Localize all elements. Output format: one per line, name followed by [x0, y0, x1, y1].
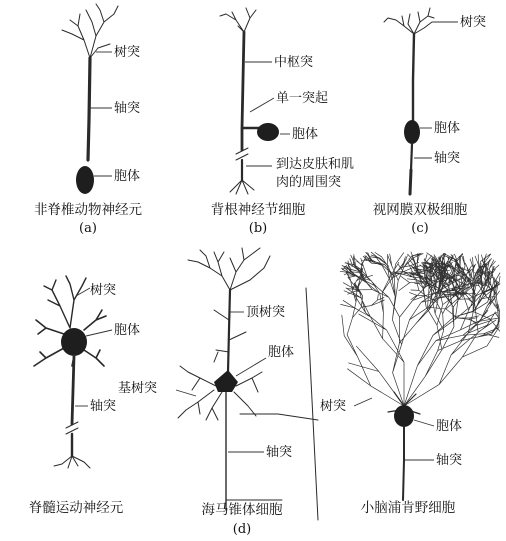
spinal-motor-neuron — [34, 276, 106, 468]
caption-a: 非脊椎动物神经元 — [34, 202, 142, 218]
label-b-central: 中枢突 — [274, 55, 314, 70]
panel-b-soma — [257, 123, 279, 141]
purkinje-soma — [394, 405, 414, 427]
label-pyramidal-apical: 顶树突 — [246, 305, 286, 320]
pyramidal-cell — [178, 248, 318, 520]
label-b-single: 单一突起 — [276, 91, 329, 106]
caption-spinal: 脊髓运动神经元 — [28, 500, 124, 516]
label-purkinje-dendrite: 树突 — [320, 399, 347, 414]
label-spinal-dendrite: 树突 — [90, 283, 117, 298]
subcaption-a: (a) — [79, 221, 97, 236]
label-b-soma: 胞体 — [292, 127, 319, 142]
label-spinal-axon: 轴突 — [90, 399, 117, 414]
panel-a-neuron — [62, 4, 118, 194]
subcaption-b: (b) — [248, 221, 268, 236]
label-a-soma: 胞体 — [114, 169, 141, 184]
label-c-dendrite: 树突 — [460, 15, 487, 30]
spinal-soma — [61, 328, 87, 356]
pyramidal-soma — [214, 370, 238, 392]
purkinje-cell — [340, 252, 500, 500]
caption-pyramidal: 海马锥体细胞 — [201, 502, 283, 518]
panel-a-leaders — [90, 52, 112, 176]
label-b-peripheral-line1: 到达皮肤和肌 — [276, 157, 355, 172]
panel-a-soma — [76, 166, 94, 194]
purkinje-leaders — [354, 398, 434, 460]
caption-purkinje: 小脑浦肯野细胞 — [360, 500, 456, 516]
panel-c-soma — [404, 120, 420, 144]
subcaption-c: (c) — [411, 221, 429, 236]
purkinje-dendrite-branches — [340, 252, 500, 406]
label-c-soma: 胞体 — [434, 121, 461, 136]
label-a-axon: 轴突 — [114, 101, 141, 116]
label-b-peripheral — [276, 156, 358, 190]
label-pyramidal-soma: 胞体 — [268, 345, 295, 360]
panel-c-leaders — [414, 22, 461, 158]
label-purkinje-soma: 胞体 — [436, 419, 463, 434]
panel-b-leaders — [245, 62, 290, 166]
purkinje-dendritic-tree — [340, 252, 500, 406]
label-b-peripheral-line2: 肉的周围突 — [276, 175, 342, 190]
label-purkinje-axon: 轴突 — [436, 453, 463, 468]
caption-b: 背根神经节细胞 — [210, 202, 306, 218]
label-spinal-soma: 胞体 — [114, 323, 141, 338]
panel-c-neuron — [384, 8, 434, 194]
label-pyramidal-basal: 基树突 — [118, 381, 158, 396]
label-pyramidal-axon: 轴突 — [266, 445, 293, 460]
caption-c: 视网膜双极细胞 — [372, 202, 468, 218]
label-a-dendrite: 树突 — [114, 45, 141, 60]
subcaption-d: (d) — [232, 522, 252, 537]
label-c-axon: 轴突 — [434, 151, 461, 166]
